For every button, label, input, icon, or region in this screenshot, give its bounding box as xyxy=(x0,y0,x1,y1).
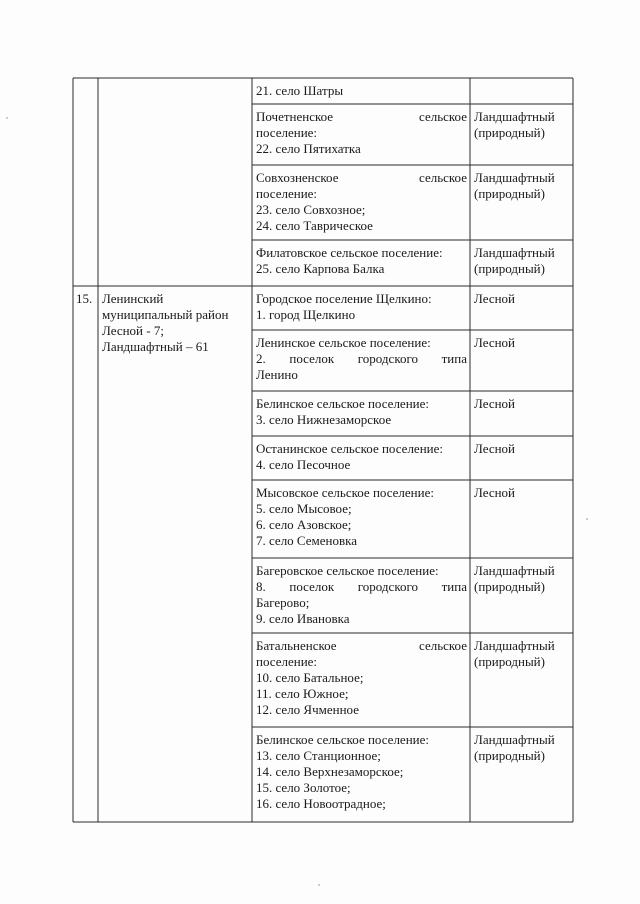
territory-type-cell xyxy=(474,170,571,202)
text-line: Лесной - 7; xyxy=(102,323,164,338)
district-cell xyxy=(102,291,248,355)
text-line: Лесной xyxy=(474,335,516,350)
territory-type-cell xyxy=(474,638,571,670)
justified-line xyxy=(256,170,467,186)
text-line: Ландшафтный – 61 xyxy=(102,339,209,354)
text-line: 7. село Семеновка xyxy=(256,533,358,548)
justified-line xyxy=(256,579,467,595)
text-line: 6. село Азовское; xyxy=(256,517,352,532)
text-line: (природный) xyxy=(474,186,545,201)
text-line: Лесной xyxy=(474,396,516,411)
text-line: 25. село Карпова Балка xyxy=(256,261,385,276)
justified-line xyxy=(256,109,467,125)
territory-type-cell xyxy=(474,485,571,501)
territory-type-cell xyxy=(474,732,571,764)
territory-type-cell xyxy=(474,441,571,457)
text-line: 15. село Золотое; xyxy=(256,780,351,795)
text-line: муниципальный район xyxy=(102,307,229,322)
text-line: Ландшафтный xyxy=(474,245,555,260)
text-line: Филатовское сельское поселение: xyxy=(256,245,443,260)
territory-type-cell xyxy=(474,396,571,412)
text-line: 11. село Южное; xyxy=(256,686,349,701)
scan-speck xyxy=(586,518,588,520)
text-line: Лесной xyxy=(474,485,516,500)
text-line: поселение: xyxy=(256,125,318,140)
territory-type-cell xyxy=(474,563,571,595)
text-line: 5. село Мысовое; xyxy=(256,501,352,516)
text-line: 4. село Песочное xyxy=(256,457,351,472)
settlement-cell xyxy=(256,485,467,549)
text-line: Ландшафтный xyxy=(474,638,555,653)
word: сельское xyxy=(419,109,467,124)
settlement-cell xyxy=(256,396,467,428)
text-line: (природный) xyxy=(474,125,545,140)
settlement-cell xyxy=(256,563,467,627)
text-line: Ландшафтный xyxy=(474,109,555,124)
text-line: Ландшафтный xyxy=(474,732,555,747)
text-line: поселение: xyxy=(256,186,318,201)
word: Совхозненское xyxy=(256,170,339,185)
territory-type-cell xyxy=(474,335,571,351)
text-line: 9. село Ивановка xyxy=(256,611,350,626)
word: типа xyxy=(441,579,467,594)
word: поселок xyxy=(289,351,335,366)
settlement-cell xyxy=(256,109,467,157)
text-line: 23. село Совхозное; xyxy=(256,202,366,217)
justified-line xyxy=(256,638,467,654)
text-line: Останинское сельское поселение: xyxy=(256,441,443,456)
text-line: Ленино xyxy=(256,367,298,382)
word: сельское xyxy=(419,638,467,653)
text-line: Мысовское сельское поселение: xyxy=(256,485,434,500)
word: Батальненское xyxy=(256,638,337,653)
text-line: Лесной xyxy=(474,441,516,456)
text-line: Ленинское сельское поселение: xyxy=(256,335,431,350)
word: 8. xyxy=(256,579,266,594)
text-line: 16. село Новоотрадное; xyxy=(256,796,386,811)
text-line: 3. село Нижнезаморское xyxy=(256,412,392,427)
word: поселок xyxy=(289,579,335,594)
settlement-cell xyxy=(256,638,467,718)
text-line: Багеровское сельское поселение: xyxy=(256,563,439,578)
text-line: 22. село Пятихатка xyxy=(256,141,361,156)
territory-type-cell xyxy=(474,291,571,307)
settlement-cell xyxy=(256,732,467,812)
text-line: Белинское сельское поселение: xyxy=(256,396,429,411)
text-line: (природный) xyxy=(474,579,545,594)
settlement-cell xyxy=(256,335,467,383)
word: 2. xyxy=(256,351,266,366)
justified-line xyxy=(256,351,467,367)
word: типа xyxy=(441,351,467,366)
text-line: 12. село Ячменное xyxy=(256,702,359,717)
text-line: 1. город Щелкино xyxy=(256,307,356,322)
word: сельское xyxy=(419,170,467,185)
text-line: Белинское сельское поселение: xyxy=(256,732,429,747)
settlement-cell xyxy=(256,441,467,473)
scan-speck xyxy=(6,117,8,119)
row-number: 15. xyxy=(76,291,93,306)
territory-type-cell xyxy=(474,245,571,277)
text-line: (природный) xyxy=(474,748,545,763)
text-line: 14. село Верхнезаморское; xyxy=(256,764,404,779)
word: городского xyxy=(357,579,418,594)
settlement-cell xyxy=(256,170,467,234)
settlement-cell xyxy=(256,291,467,323)
text-line: Городское поселение Щелкино: xyxy=(256,291,432,306)
settlement-cell xyxy=(256,245,467,277)
text-line: 21. село Шатры xyxy=(256,83,344,98)
text-line: Ландшафтный xyxy=(474,563,555,578)
settlement-cell xyxy=(256,83,467,99)
word: городского xyxy=(357,351,418,366)
text-line: (природный) xyxy=(474,654,545,669)
text-line: Ленинский xyxy=(102,291,164,306)
text-line: 24. село Таврическое xyxy=(256,218,373,233)
text-line: Багерово; xyxy=(256,595,310,610)
text-line: Лесной xyxy=(474,291,516,306)
text-line: поселение: xyxy=(256,654,318,669)
text-line: 10. село Батальное; xyxy=(256,670,364,685)
text-line: 13. село Станционное; xyxy=(256,748,381,763)
text-line: Ландшафтный xyxy=(474,170,555,185)
text-line: (природный) xyxy=(474,261,545,276)
scan-speck xyxy=(318,884,320,886)
territory-type-cell xyxy=(474,109,571,141)
word: Почетненское xyxy=(256,109,334,124)
